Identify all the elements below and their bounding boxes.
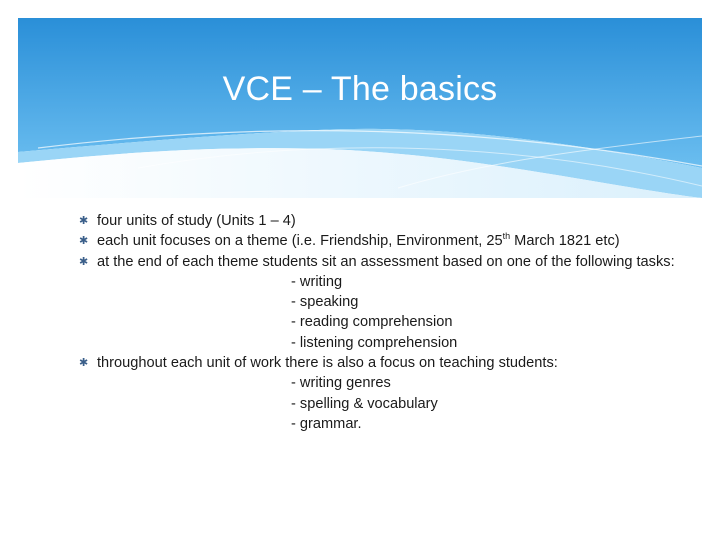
asterisk-bullet-icon: ✱ (79, 255, 89, 268)
sub-item: - reading comprehension (291, 314, 453, 331)
title-banner (18, 18, 702, 198)
bullet-item (79, 353, 679, 373)
asterisk-bullet-icon: ✱ (79, 235, 89, 248)
sub-item: - grammar. (291, 415, 362, 432)
bullet-text: each unit focuses on a theme (i.e. Friendship, Environment, 25 (97, 233, 503, 250)
bullet-text: throughout each unit of work there is also a focus on teaching students: (97, 355, 558, 372)
bullet-list (79, 211, 679, 434)
sub-item: - writing (291, 273, 343, 290)
bullet-item (79, 211, 679, 231)
bullet-text: at the end of each theme students sit an assessment based on one of the following tasks: (97, 253, 675, 270)
asterisk-bullet-icon: ✱ (79, 215, 89, 227)
sub-item: - listening comprehension (291, 334, 458, 351)
bullet-item (79, 231, 679, 251)
bullet-text-continued: March 1821 etc) (510, 233, 620, 250)
sub-item: - writing genres (291, 375, 391, 392)
sub-item: - spelling & vocabulary (291, 395, 438, 412)
bullet-item (79, 252, 679, 272)
asterisk-bullet-icon: ✱ (79, 357, 89, 370)
ordinal-superscript: th (502, 231, 511, 242)
bullet-text: four units of study (Units 1 – 4) (97, 213, 296, 229)
slide-title: VCE – The basics (222, 70, 498, 108)
sub-item: - speaking (291, 294, 359, 311)
